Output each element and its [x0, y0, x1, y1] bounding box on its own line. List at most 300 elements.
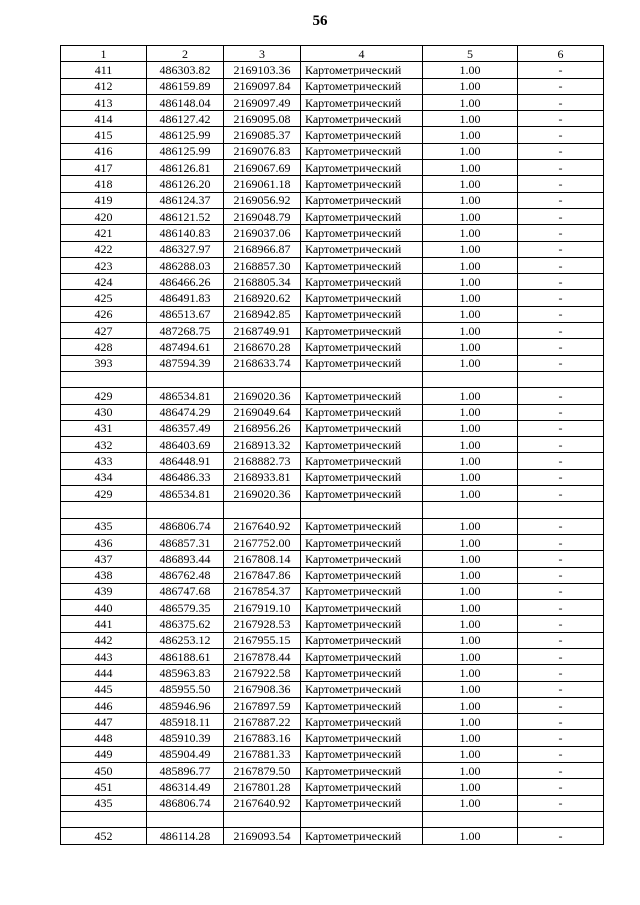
- y-coordinate-cell: 2167919.10: [224, 600, 301, 616]
- point-number-cell: 411: [61, 62, 147, 78]
- point-number-cell: 419: [61, 192, 147, 208]
- note-cell: [518, 502, 604, 518]
- x-coordinate-cell: 486314.49: [147, 779, 224, 795]
- table-body: [61, 62, 604, 844]
- y-coordinate-cell: 2169020.36: [224, 486, 301, 502]
- point-number-cell: 438: [61, 567, 147, 583]
- note-cell: -: [518, 828, 604, 844]
- table-row: [61, 714, 604, 730]
- x-coordinate-cell: 486893.44: [147, 551, 224, 567]
- accuracy-cell: 1.00: [423, 420, 518, 436]
- method-cell: Картометрический: [301, 323, 423, 339]
- accuracy-cell: 1.00: [423, 274, 518, 290]
- note-cell: -: [518, 551, 604, 567]
- x-coordinate-cell: 486253.12: [147, 632, 224, 648]
- accuracy-cell: 1.00: [423, 127, 518, 143]
- x-coordinate-cell: 486188.61: [147, 648, 224, 664]
- table-row: [61, 811, 604, 827]
- accuracy-cell: 1.00: [423, 160, 518, 176]
- method-cell: Картометрический: [301, 306, 423, 322]
- accuracy-cell: 1.00: [423, 111, 518, 127]
- note-cell: -: [518, 763, 604, 779]
- x-coordinate-cell: 485896.77: [147, 763, 224, 779]
- note-cell: -: [518, 567, 604, 583]
- note-cell: -: [518, 62, 604, 78]
- method-cell: Картометрический: [301, 600, 423, 616]
- x-coordinate-cell: [147, 811, 224, 827]
- point-number-cell: 434: [61, 469, 147, 485]
- point-number-cell: 436: [61, 534, 147, 550]
- x-coordinate-cell: 486806.74: [147, 795, 224, 811]
- x-coordinate-cell: 486466.26: [147, 274, 224, 290]
- column-header: 2: [147, 46, 224, 62]
- accuracy-cell: 1.00: [423, 779, 518, 795]
- point-number-cell: 447: [61, 714, 147, 730]
- column-header: 4: [301, 46, 423, 62]
- y-coordinate-cell: 2168670.28: [224, 339, 301, 355]
- point-number-cell: 450: [61, 763, 147, 779]
- x-coordinate-cell: 485918.11: [147, 714, 224, 730]
- table-row: [61, 127, 604, 143]
- table-row: [61, 143, 604, 159]
- note-cell: -: [518, 730, 604, 746]
- table-row: [61, 697, 604, 713]
- y-coordinate-cell: [224, 502, 301, 518]
- header-row: [61, 46, 604, 62]
- accuracy-cell: 1.00: [423, 339, 518, 355]
- table-row: [61, 371, 604, 387]
- x-coordinate-cell: 486357.49: [147, 420, 224, 436]
- point-number-cell: 413: [61, 94, 147, 110]
- y-coordinate-cell: 2167640.92: [224, 795, 301, 811]
- x-coordinate-cell: 486403.69: [147, 437, 224, 453]
- x-coordinate-cell: 487268.75: [147, 323, 224, 339]
- table-row: [61, 567, 604, 583]
- method-cell: Картометрический: [301, 714, 423, 730]
- y-coordinate-cell: 2169095.08: [224, 111, 301, 127]
- point-number-cell: [61, 502, 147, 518]
- table-row: [61, 763, 604, 779]
- accuracy-cell: 1.00: [423, 600, 518, 616]
- accuracy-cell: 1.00: [423, 306, 518, 322]
- x-coordinate-cell: 487594.39: [147, 355, 224, 371]
- point-number-cell: 424: [61, 274, 147, 290]
- note-cell: -: [518, 600, 604, 616]
- point-number-cell: 439: [61, 583, 147, 599]
- x-coordinate-cell: 486534.81: [147, 486, 224, 502]
- accuracy-cell: 1.00: [423, 225, 518, 241]
- table-row: [61, 404, 604, 420]
- method-cell: Картометрический: [301, 274, 423, 290]
- method-cell: [301, 371, 423, 387]
- x-coordinate-cell: 486125.99: [147, 143, 224, 159]
- y-coordinate-cell: 2169020.36: [224, 388, 301, 404]
- note-cell: -: [518, 208, 604, 224]
- point-number-cell: 437: [61, 551, 147, 567]
- method-cell: Картометрический: [301, 583, 423, 599]
- note-cell: -: [518, 78, 604, 94]
- x-coordinate-cell: 486327.97: [147, 241, 224, 257]
- table-row: [61, 632, 604, 648]
- y-coordinate-cell: 2169067.69: [224, 160, 301, 176]
- point-number-cell: 444: [61, 665, 147, 681]
- x-coordinate-cell: 486491.83: [147, 290, 224, 306]
- note-cell: -: [518, 437, 604, 453]
- accuracy-cell: 1.00: [423, 567, 518, 583]
- accuracy-cell: 1.00: [423, 486, 518, 502]
- accuracy-cell: 1.00: [423, 290, 518, 306]
- method-cell: Картометрический: [301, 567, 423, 583]
- method-cell: Картометрический: [301, 127, 423, 143]
- table-row: [61, 339, 604, 355]
- note-cell: [518, 371, 604, 387]
- y-coordinate-cell: 2167801.28: [224, 779, 301, 795]
- method-cell: Картометрический: [301, 616, 423, 632]
- method-cell: Картометрический: [301, 795, 423, 811]
- point-number-cell: 421: [61, 225, 147, 241]
- y-coordinate-cell: 2168805.34: [224, 274, 301, 290]
- point-number-cell: 415: [61, 127, 147, 143]
- x-coordinate-cell: [147, 371, 224, 387]
- table-row: [61, 779, 604, 795]
- point-number-cell: 435: [61, 795, 147, 811]
- table-row: [61, 486, 604, 502]
- point-number-cell: 414: [61, 111, 147, 127]
- accuracy-cell: 1.00: [423, 208, 518, 224]
- point-number-cell: 431: [61, 420, 147, 436]
- point-number-cell: 432: [61, 437, 147, 453]
- accuracy-cell: 1.00: [423, 746, 518, 762]
- y-coordinate-cell: 2168966.87: [224, 241, 301, 257]
- accuracy-cell: 1.00: [423, 828, 518, 844]
- y-coordinate-cell: 2167879.50: [224, 763, 301, 779]
- column-header: 3: [224, 46, 301, 62]
- note-cell: -: [518, 453, 604, 469]
- method-cell: Картометрический: [301, 111, 423, 127]
- y-coordinate-cell: 2167752.00: [224, 534, 301, 550]
- x-coordinate-cell: 486121.52: [147, 208, 224, 224]
- table-row: [61, 208, 604, 224]
- point-number-cell: 448: [61, 730, 147, 746]
- method-cell: Картометрический: [301, 420, 423, 436]
- table-row: [61, 551, 604, 567]
- point-number-cell: 441: [61, 616, 147, 632]
- x-coordinate-cell: 486375.62: [147, 616, 224, 632]
- x-coordinate-cell: 486857.31: [147, 534, 224, 550]
- note-cell: -: [518, 632, 604, 648]
- accuracy-cell: 1.00: [423, 714, 518, 730]
- accuracy-cell: 1.00: [423, 94, 518, 110]
- point-number-cell: 423: [61, 257, 147, 273]
- accuracy-cell: 1.00: [423, 763, 518, 779]
- method-cell: Картометрический: [301, 518, 423, 534]
- table-row: [61, 502, 604, 518]
- y-coordinate-cell: 2168942.85: [224, 306, 301, 322]
- y-coordinate-cell: 2169037.06: [224, 225, 301, 241]
- method-cell: Картометрический: [301, 551, 423, 567]
- y-coordinate-cell: 2167808.14: [224, 551, 301, 567]
- accuracy-cell: 1.00: [423, 437, 518, 453]
- note-cell: -: [518, 143, 604, 159]
- page-number: 56: [312, 13, 328, 29]
- table-row: [61, 241, 604, 257]
- y-coordinate-cell: 2169093.54: [224, 828, 301, 844]
- y-coordinate-cell: 2169048.79: [224, 208, 301, 224]
- point-number-cell: 393: [61, 355, 147, 371]
- y-coordinate-cell: [224, 811, 301, 827]
- accuracy-cell: 1.00: [423, 257, 518, 273]
- table-row: [61, 469, 604, 485]
- table-row: [61, 306, 604, 322]
- note-cell: -: [518, 274, 604, 290]
- y-coordinate-cell: 2168857.30: [224, 257, 301, 273]
- x-coordinate-cell: 486148.04: [147, 94, 224, 110]
- table-row: [61, 828, 604, 844]
- point-number-cell: 425: [61, 290, 147, 306]
- method-cell: Картометрический: [301, 78, 423, 94]
- accuracy-cell: 1.00: [423, 632, 518, 648]
- x-coordinate-cell: 486762.48: [147, 567, 224, 583]
- x-coordinate-cell: 487494.61: [147, 339, 224, 355]
- accuracy-cell: 1.00: [423, 697, 518, 713]
- y-coordinate-cell: 2169103.36: [224, 62, 301, 78]
- point-number-cell: 418: [61, 176, 147, 192]
- y-coordinate-cell: 2169049.64: [224, 404, 301, 420]
- point-number-cell: 446: [61, 697, 147, 713]
- note-cell: -: [518, 192, 604, 208]
- method-cell: Картометрический: [301, 665, 423, 681]
- table-row: [61, 388, 604, 404]
- point-number-cell: 426: [61, 306, 147, 322]
- y-coordinate-cell: 2169061.18: [224, 176, 301, 192]
- point-number-cell: 451: [61, 779, 147, 795]
- point-number-cell: 433: [61, 453, 147, 469]
- x-coordinate-cell: 486303.82: [147, 62, 224, 78]
- point-number-cell: 422: [61, 241, 147, 257]
- accuracy-cell: 1.00: [423, 665, 518, 681]
- y-coordinate-cell: 2167883.16: [224, 730, 301, 746]
- table-row: [61, 583, 604, 599]
- method-cell: Картометрический: [301, 469, 423, 485]
- note-cell: -: [518, 681, 604, 697]
- table-row: [61, 420, 604, 436]
- y-coordinate-cell: 2168633.74: [224, 355, 301, 371]
- accuracy-cell: 1.00: [423, 453, 518, 469]
- accuracy-cell: 1.00: [423, 143, 518, 159]
- column-header: 1: [61, 46, 147, 62]
- table-row: [61, 746, 604, 762]
- note-cell: -: [518, 469, 604, 485]
- method-cell: Картометрический: [301, 143, 423, 159]
- y-coordinate-cell: 2169076.83: [224, 143, 301, 159]
- method-cell: Картометрический: [301, 779, 423, 795]
- table-row: [61, 78, 604, 94]
- table-row: [61, 176, 604, 192]
- method-cell: Картометрический: [301, 453, 423, 469]
- accuracy-cell: 1.00: [423, 388, 518, 404]
- point-number-cell: 429: [61, 388, 147, 404]
- table-row: [61, 534, 604, 550]
- table-row: [61, 111, 604, 127]
- accuracy-cell: 1.00: [423, 583, 518, 599]
- note-cell: -: [518, 306, 604, 322]
- y-coordinate-cell: 2167640.92: [224, 518, 301, 534]
- method-cell: Картометрический: [301, 534, 423, 550]
- x-coordinate-cell: 485910.39: [147, 730, 224, 746]
- note-cell: -: [518, 388, 604, 404]
- point-number-cell: 429: [61, 486, 147, 502]
- method-cell: Картометрический: [301, 225, 423, 241]
- table-row: [61, 290, 604, 306]
- method-cell: Картометрический: [301, 648, 423, 664]
- x-coordinate-cell: 486579.35: [147, 600, 224, 616]
- note-cell: -: [518, 648, 604, 664]
- table-row: [61, 616, 604, 632]
- note-cell: -: [518, 257, 604, 273]
- method-cell: Картометрический: [301, 176, 423, 192]
- point-number-cell: 417: [61, 160, 147, 176]
- note-cell: -: [518, 160, 604, 176]
- method-cell: Картометрический: [301, 355, 423, 371]
- point-number-cell: 443: [61, 648, 147, 664]
- method-cell: Картометрический: [301, 257, 423, 273]
- note-cell: -: [518, 486, 604, 502]
- method-cell: [301, 502, 423, 518]
- x-coordinate-cell: 485904.49: [147, 746, 224, 762]
- table-row: [61, 518, 604, 534]
- x-coordinate-cell: 486125.99: [147, 127, 224, 143]
- accuracy-cell: 1.00: [423, 616, 518, 632]
- y-coordinate-cell: 2167908.36: [224, 681, 301, 697]
- note-cell: -: [518, 518, 604, 534]
- x-coordinate-cell: 486288.03: [147, 257, 224, 273]
- accuracy-cell: 1.00: [423, 795, 518, 811]
- note-cell: -: [518, 616, 604, 632]
- accuracy-cell: 1.00: [423, 404, 518, 420]
- y-coordinate-cell: 2167897.59: [224, 697, 301, 713]
- accuracy-cell: 1.00: [423, 241, 518, 257]
- method-cell: Картометрический: [301, 241, 423, 257]
- column-header: 5: [423, 46, 518, 62]
- point-number-cell: 416: [61, 143, 147, 159]
- note-cell: -: [518, 583, 604, 599]
- note-cell: -: [518, 290, 604, 306]
- x-coordinate-cell: 485963.83: [147, 665, 224, 681]
- table-row: [61, 94, 604, 110]
- method-cell: Картометрический: [301, 160, 423, 176]
- method-cell: Картометрический: [301, 208, 423, 224]
- note-cell: -: [518, 534, 604, 550]
- note-cell: -: [518, 795, 604, 811]
- note-cell: -: [518, 404, 604, 420]
- y-coordinate-cell: 2167922.58: [224, 665, 301, 681]
- method-cell: Картометрический: [301, 388, 423, 404]
- x-coordinate-cell: 485946.96: [147, 697, 224, 713]
- y-coordinate-cell: 2167881.33: [224, 746, 301, 762]
- x-coordinate-cell: 486159.89: [147, 78, 224, 94]
- accuracy-cell: 1.00: [423, 730, 518, 746]
- x-coordinate-cell: 486124.37: [147, 192, 224, 208]
- method-cell: Картометрический: [301, 62, 423, 78]
- note-cell: -: [518, 339, 604, 355]
- x-coordinate-cell: 486126.81: [147, 160, 224, 176]
- method-cell: Картометрический: [301, 730, 423, 746]
- table-row: [61, 453, 604, 469]
- table-row: [61, 323, 604, 339]
- accuracy-cell: 1.00: [423, 469, 518, 485]
- method-cell: Картометрический: [301, 828, 423, 844]
- x-coordinate-cell: 485955.50: [147, 681, 224, 697]
- accuracy-cell: 1.00: [423, 355, 518, 371]
- table-row: [61, 437, 604, 453]
- x-coordinate-cell: 486448.91: [147, 453, 224, 469]
- note-cell: -: [518, 665, 604, 681]
- note-cell: -: [518, 714, 604, 730]
- method-cell: Картометрический: [301, 697, 423, 713]
- method-cell: Картометрический: [301, 763, 423, 779]
- table-row: [61, 648, 604, 664]
- table-row: [61, 681, 604, 697]
- y-coordinate-cell: 2169097.84: [224, 78, 301, 94]
- column-header: 6: [518, 46, 604, 62]
- coordinates-table: [60, 45, 604, 845]
- point-number-cell: 449: [61, 746, 147, 762]
- method-cell: Картометрический: [301, 486, 423, 502]
- accuracy-cell: [423, 502, 518, 518]
- y-coordinate-cell: 2168913.32: [224, 437, 301, 453]
- point-number-cell: 440: [61, 600, 147, 616]
- table-row: [61, 600, 604, 616]
- note-cell: -: [518, 176, 604, 192]
- accuracy-cell: 1.00: [423, 176, 518, 192]
- y-coordinate-cell: 2167928.53: [224, 616, 301, 632]
- table-row: [61, 730, 604, 746]
- method-cell: Картометрический: [301, 339, 423, 355]
- y-coordinate-cell: 2168882.73: [224, 453, 301, 469]
- point-number-cell: 445: [61, 681, 147, 697]
- point-number-cell: 442: [61, 632, 147, 648]
- note-cell: -: [518, 779, 604, 795]
- y-coordinate-cell: 2167854.37: [224, 583, 301, 599]
- point-number-cell: 430: [61, 404, 147, 420]
- point-number-cell: 435: [61, 518, 147, 534]
- table-row: [61, 192, 604, 208]
- method-cell: Картометрический: [301, 632, 423, 648]
- note-cell: -: [518, 111, 604, 127]
- x-coordinate-cell: 486474.29: [147, 404, 224, 420]
- y-coordinate-cell: 2169056.92: [224, 192, 301, 208]
- table-row: [61, 62, 604, 78]
- point-number-cell: 420: [61, 208, 147, 224]
- note-cell: -: [518, 127, 604, 143]
- x-coordinate-cell: 486513.67: [147, 306, 224, 322]
- note-cell: -: [518, 355, 604, 371]
- x-coordinate-cell: [147, 502, 224, 518]
- table-row: [61, 665, 604, 681]
- y-coordinate-cell: 2167955.15: [224, 632, 301, 648]
- x-coordinate-cell: 486806.74: [147, 518, 224, 534]
- accuracy-cell: 1.00: [423, 518, 518, 534]
- table-row: [61, 257, 604, 273]
- accuracy-cell: [423, 371, 518, 387]
- point-number-cell: [61, 811, 147, 827]
- x-coordinate-cell: 486114.28: [147, 828, 224, 844]
- accuracy-cell: 1.00: [423, 62, 518, 78]
- accuracy-cell: 1.00: [423, 648, 518, 664]
- x-coordinate-cell: 486534.81: [147, 388, 224, 404]
- accuracy-cell: 1.00: [423, 323, 518, 339]
- y-coordinate-cell: 2167878.44: [224, 648, 301, 664]
